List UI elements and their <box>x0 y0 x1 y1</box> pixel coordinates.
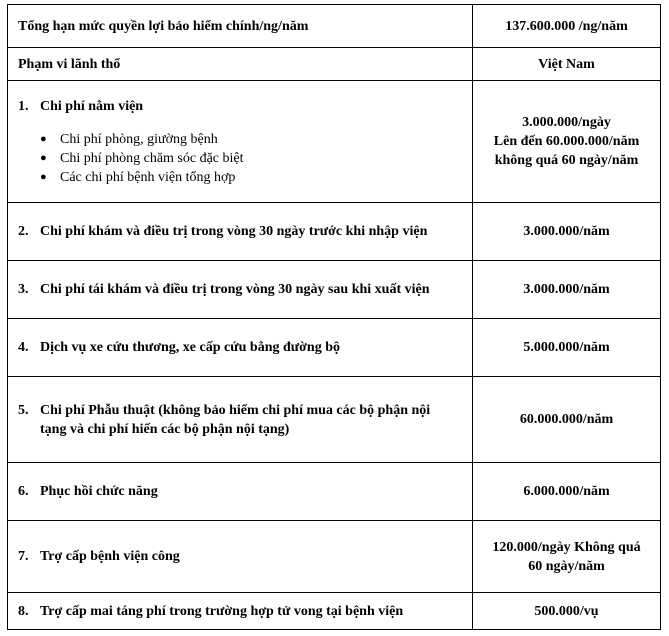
value-line: 5.000.000/năm <box>523 340 610 355</box>
bullet-icon: ● <box>40 170 47 183</box>
value-line: 500.000/vụ <box>534 603 599 619</box>
table-row-total <box>8 5 661 48</box>
benefit-number: 4. <box>18 340 29 355</box>
benefit-number: 3. <box>18 282 29 297</box>
benefit-value-3 <box>473 261 661 319</box>
benefit-title-text: Chi phí nằm viện <box>40 98 144 114</box>
value-line: Lên đến 60.000.000/năm <box>493 134 640 149</box>
benefit-sublist <box>18 130 462 187</box>
list-item <box>40 130 462 149</box>
value-line: 3.000.000/ngày <box>522 115 611 130</box>
value-line: 120.000/ngày Không quá <box>492 539 641 555</box>
benefit-cell-1 <box>8 81 473 203</box>
benefit-cell-5 <box>8 377 473 463</box>
benefit-title-text: Chi phí tái khám và điều trị trong vòng 30 ngày sau khi xuất viện <box>40 282 430 297</box>
benefit-title-text: Chi phí Phẫu thuật (không bảo hiểm chi phí mua các bộ phận nội <box>40 402 431 418</box>
benefit-number: 5. <box>18 402 29 418</box>
table-row <box>8 377 661 463</box>
benefit-value-4 <box>473 319 661 377</box>
benefit-number: 6. <box>18 484 29 499</box>
value-line: 6.000.000/năm <box>523 484 610 499</box>
benefit-cell-2 <box>8 203 473 261</box>
list-item-text: Chi phí phòng chăm sóc đặc biệt <box>60 150 244 166</box>
benefit-number: 2. <box>18 224 29 239</box>
benefit-title-text: Dịch vụ xe cứu thương, xe cấp cứu bằng đường bộ <box>40 340 340 355</box>
value-line: 60 ngày/năm <box>528 558 605 574</box>
bullet-icon: ● <box>40 151 47 164</box>
territory-label: Phạm vi lãnh thổ <box>8 48 473 81</box>
value-line: không quá 60 ngày/năm <box>494 153 639 168</box>
benefit-number: 1. <box>18 98 29 114</box>
benefits-table <box>7 4 661 630</box>
benefit-title-text: Chi phí khám và điều trị trong vòng 30 ngày trước khi nhập viện <box>40 224 428 239</box>
table-row <box>8 593 661 630</box>
table-row-territory <box>8 48 661 81</box>
total-label: Tổng hạn mức quyền lợi bảo hiểm chính/ng/năm <box>8 5 473 48</box>
value-line: 3.000.000/năm <box>523 282 610 297</box>
benefit-title-text: Phục hồi chức năng <box>40 484 158 499</box>
benefit-cell-3 <box>8 261 473 319</box>
list-item-text: Các chi phí bệnh viện tổng hợp <box>60 169 236 185</box>
bullet-icon: ● <box>40 132 47 145</box>
benefit-title <box>18 97 462 116</box>
value-line: 60.000.000/năm <box>519 412 614 427</box>
benefit-title-text: Trợ cấp bệnh viện công <box>40 549 180 564</box>
benefit-cell-6 <box>8 463 473 521</box>
benefit-value-8 <box>473 593 661 630</box>
benefit-cell-4 <box>8 319 473 377</box>
value-line: 3.000.000/năm <box>523 224 610 239</box>
list-item-text: Chi phí phòng, giường bệnh <box>60 131 218 147</box>
total-value: 137.600.000 /ng/năm <box>473 5 661 48</box>
benefit-title-text: Trợ cấp mai táng phí trong trường hợp tử vong tại bệnh viện <box>40 603 404 619</box>
benefit-value-2 <box>473 203 661 261</box>
table-row <box>8 521 661 593</box>
table-row <box>8 463 661 521</box>
table-row <box>8 319 661 377</box>
benefit-value-1 <box>473 81 661 203</box>
list-item <box>40 149 462 168</box>
benefit-title-line <box>18 401 462 420</box>
benefit-value-6 <box>473 463 661 521</box>
territory-value: Việt Nam <box>473 48 661 81</box>
benefit-number: 7. <box>18 549 29 564</box>
benefit-cell-7 <box>8 521 473 593</box>
benefit-number: 8. <box>18 603 29 619</box>
benefit-value-7 <box>473 521 661 593</box>
benefit-value-5 <box>473 377 661 463</box>
benefit-title-line: tạng và chi phí hiến các bộ phận nội tạng) <box>40 421 290 437</box>
table-row <box>8 81 661 203</box>
benefit-cell-8 <box>8 593 473 630</box>
list-item <box>40 168 462 187</box>
table-row <box>8 203 661 261</box>
table-row <box>8 261 661 319</box>
